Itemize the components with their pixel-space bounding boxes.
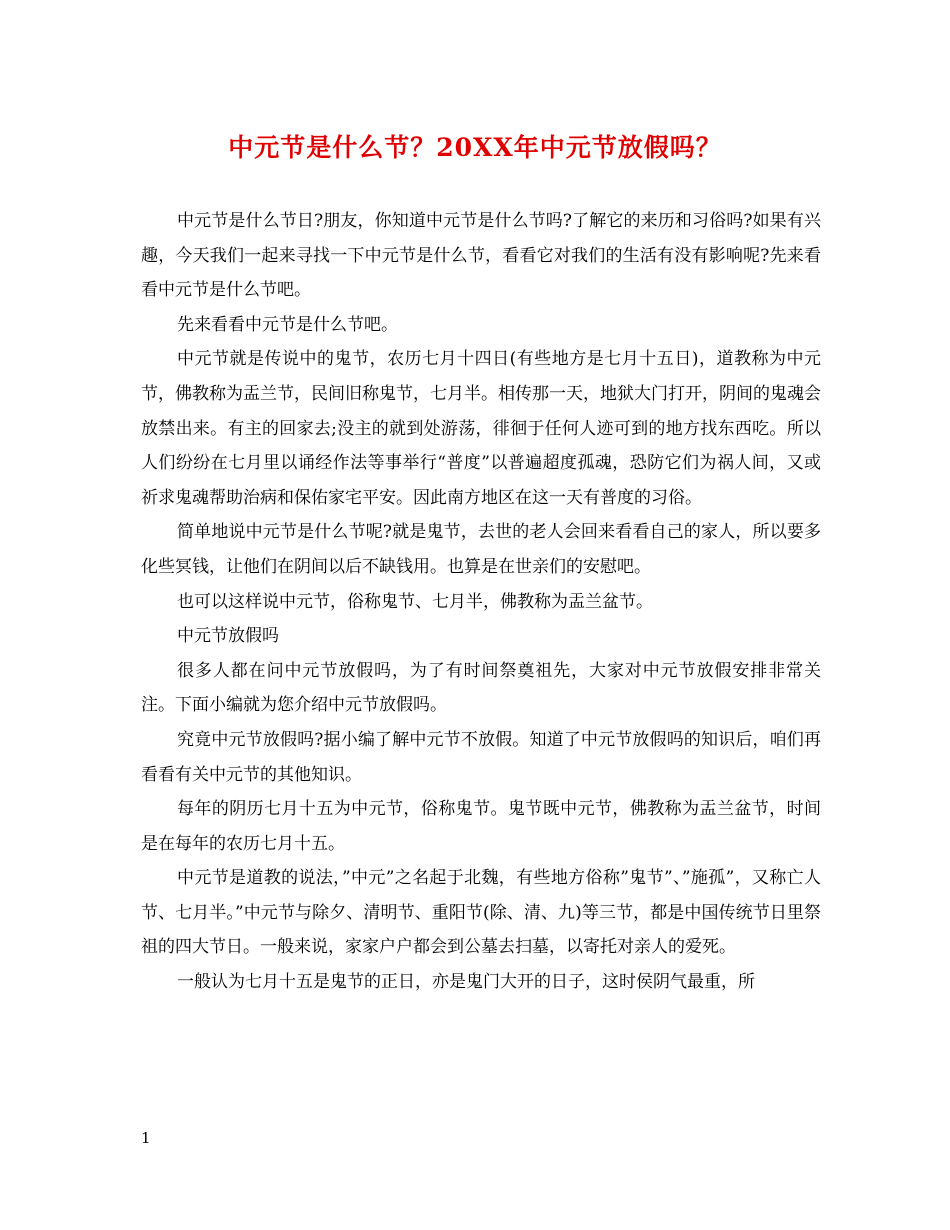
document-body	[141, 204, 821, 1000]
paragraph: 中元节是什么节日?朋友，你知道中元节是什么节吗?了解它的来历和习俗吗?如果有兴趣，今天我们一起来寻找一下中元节是什么节，看看它对我们的生活有没有影响呢?先来看看中元节是什么节吧。	[141, 211, 821, 301]
document-title: 中元节是什么节？20XX年中元节放假吗？	[228, 133, 722, 162]
paragraph: 一般认为七月十五是鬼节的正日，亦是鬼门大开的日子，这时侯阴气最重，所	[177, 972, 755, 993]
paragraph: 中元节就是传说中的鬼节，农历七月十四日(有些地方是七月十五日)，道教称为中元节，佛教称为盂兰节，民间旧称鬼节，七月半。相传那一天，地狱大门打开，阴间的鬼魂会放禁出来。有主的回家去;没主的就到处游荡，徘徊于任何人迹可到的地方找东西吃。所以人们纷纷在七月里以诵经作法等事举行“普度”以普遍超度孤魂，恐防它们为祸人间，又或祈求鬼魂帮助治病和保佑家宅平安。因此南方地区在这一天有普度的习俗。	[141, 349, 821, 508]
paragraph: 中元节是道教的说法，”中元”之名起于北魏，有些地方俗称”鬼节”、”施孤”，又称亡人节、七月半。”中元节与除夕、清明节、重阳节(除、清、九)等三节，都是中国传统节日里祭祖的四大节日。一般来说，家家户户都会到公墓去扫墓，以寄托对亲人的爱死。	[141, 868, 821, 958]
paragraph: 很多人都在问中元节放假吗，为了有时间祭奠祖先，大家对中元节放假安排非常关注。下面小编就为您介绍中元节放假吗。	[141, 660, 821, 716]
page-number: 1	[141, 1129, 151, 1147]
paragraph: 究竟中元节放假吗?据小编了解中元节不放假。知道了中元节放假吗的知识后，咱们再看看有关中元节的其他知识。	[141, 729, 821, 785]
paragraph: 每年的阴历七月十五为中元节，俗称鬼节。鬼节既中元节，佛教称为盂兰盆节，时间是在每年的农历七月十五。	[141, 799, 821, 854]
section-heading: 中元节放假吗	[177, 626, 279, 647]
paragraph: 简单地说中元节是什么节呢?就是鬼节，去世的老人会回来看看自己的家人，所以要多化些冥钱，让他们在阴间以后不缺钱用。也算是在世亲们的安慰吧。	[141, 522, 821, 577]
paragraph: 也可以这样说中元节，俗称鬼节、七月半，佛教称为盂兰盆节。	[177, 591, 653, 612]
paragraph: 先来看看中元节是什么节吧。	[177, 314, 398, 335]
